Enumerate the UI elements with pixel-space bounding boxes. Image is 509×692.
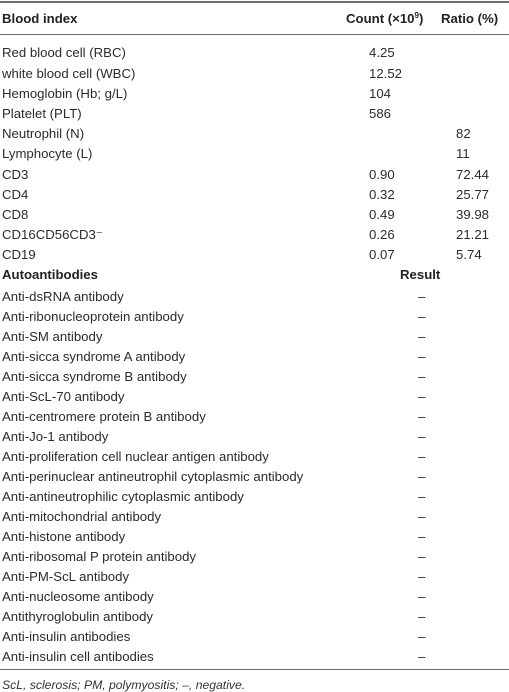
- row-label: CD19: [2, 247, 36, 262]
- row-ratio: 72.44: [456, 167, 490, 182]
- row-result: –: [418, 549, 426, 564]
- row-label: Anti-ribonucleoprotein antibody: [2, 309, 184, 324]
- table-bottom-rule: [0, 669, 509, 670]
- row-label: Anti-antineutrophilic cytoplasmic antibody: [2, 489, 244, 504]
- row-count: 4.25: [369, 45, 395, 60]
- row-count: 586: [369, 106, 392, 121]
- header-count-exponent: 9: [414, 11, 419, 20]
- row-label: Lymphocyte (L): [2, 146, 93, 161]
- row-ratio: 82: [456, 126, 471, 141]
- row-result: –: [418, 449, 426, 464]
- row-label: Antithyroglobulin antibody: [2, 609, 154, 624]
- row-result: –: [418, 629, 426, 644]
- row-label: Anti-centromere protein B antibody: [2, 409, 206, 424]
- row-result: –: [418, 609, 426, 624]
- row-label: Red blood cell (RBC): [2, 45, 126, 60]
- row-count: 0.49: [369, 207, 395, 222]
- row-result: –: [418, 389, 426, 404]
- row-label: Anti-ScL-70 antibody: [2, 389, 125, 404]
- row-result: –: [418, 489, 426, 504]
- row-result: –: [418, 309, 426, 324]
- row-count: 104: [369, 86, 392, 101]
- header-count-prefix: Count (×10: [346, 11, 415, 26]
- row-label: Anti-ribosomal P protein antibody: [2, 549, 197, 564]
- row-label: Anti-sicca syndrome B antibody: [2, 369, 187, 384]
- row-result: –: [418, 429, 426, 444]
- row-label: Anti-PM-ScL antibody: [2, 569, 130, 584]
- row-result: –: [418, 369, 426, 384]
- row-label: Platelet (PLT): [2, 106, 82, 121]
- row-result: –: [418, 349, 426, 364]
- row-count: 0.90: [369, 167, 395, 182]
- row-result: –: [418, 329, 426, 344]
- row-label: CD3: [2, 167, 29, 182]
- header-ratio: Ratio (%): [441, 11, 499, 26]
- row-result: –: [418, 409, 426, 424]
- row-label: CD8: [2, 207, 29, 222]
- row-label: Anti-dsRNA antibody: [2, 289, 124, 304]
- header-blood-index: Blood index: [2, 11, 78, 26]
- row-ratio: 39.98: [456, 207, 490, 222]
- row-label: Anti-nucleosome antibody: [2, 589, 154, 604]
- row-ratio: 5.74: [456, 247, 482, 262]
- header-result: Result: [400, 267, 441, 282]
- row-label: Anti-Jo-1 antibody: [2, 429, 109, 444]
- header-count-suffix: ): [418, 11, 424, 26]
- row-ratio: 25.77: [456, 187, 490, 202]
- row-ratio: 11: [456, 146, 470, 161]
- row-label: Anti-insulin cell antibodies: [2, 649, 154, 664]
- row-label: Anti-SM antibody: [2, 329, 103, 344]
- table-top-rule: [0, 1, 509, 3]
- row-label: Anti-proliferation cell nuclear antigen antibody: [2, 449, 269, 464]
- row-label: Anti-histone antibody: [2, 529, 126, 544]
- row-result: –: [418, 529, 426, 544]
- row-count: 0.07: [369, 247, 395, 262]
- row-count: 0.26: [369, 227, 395, 242]
- row-label: CD16CD56CD3⁻: [2, 227, 103, 242]
- row-label: Anti-mitochondrial antibody: [2, 509, 162, 524]
- row-label: CD4: [2, 187, 29, 202]
- row-label: Hemoglobin (Hb; g/L): [2, 86, 128, 101]
- row-count: 0.32: [369, 187, 395, 202]
- row-label: Anti-perinuclear antineutrophil cytoplasmic antibody: [2, 469, 304, 484]
- row-result: –: [418, 509, 426, 524]
- row-label: Neutrophil (N): [2, 126, 85, 141]
- row-result: –: [418, 649, 426, 664]
- row-label: Anti-sicca syndrome A antibody: [2, 349, 186, 364]
- row-ratio: 21.21: [456, 227, 490, 242]
- header-count: [346, 12, 423, 25]
- row-result: –: [418, 289, 426, 304]
- table-footnote: ScL, sclerosis; PM, polymyositis; –, negative.: [2, 678, 246, 692]
- row-result: –: [418, 469, 426, 484]
- row-count: 12.52: [369, 66, 403, 81]
- row-label: Anti-insulin antibodies: [2, 629, 131, 644]
- row-result: –: [418, 589, 426, 604]
- header-rule: [0, 34, 509, 35]
- row-result: –: [418, 569, 426, 584]
- row-label: white blood cell (WBC): [2, 66, 136, 81]
- header-autoantibodies: Autoantibodies: [2, 267, 98, 282]
